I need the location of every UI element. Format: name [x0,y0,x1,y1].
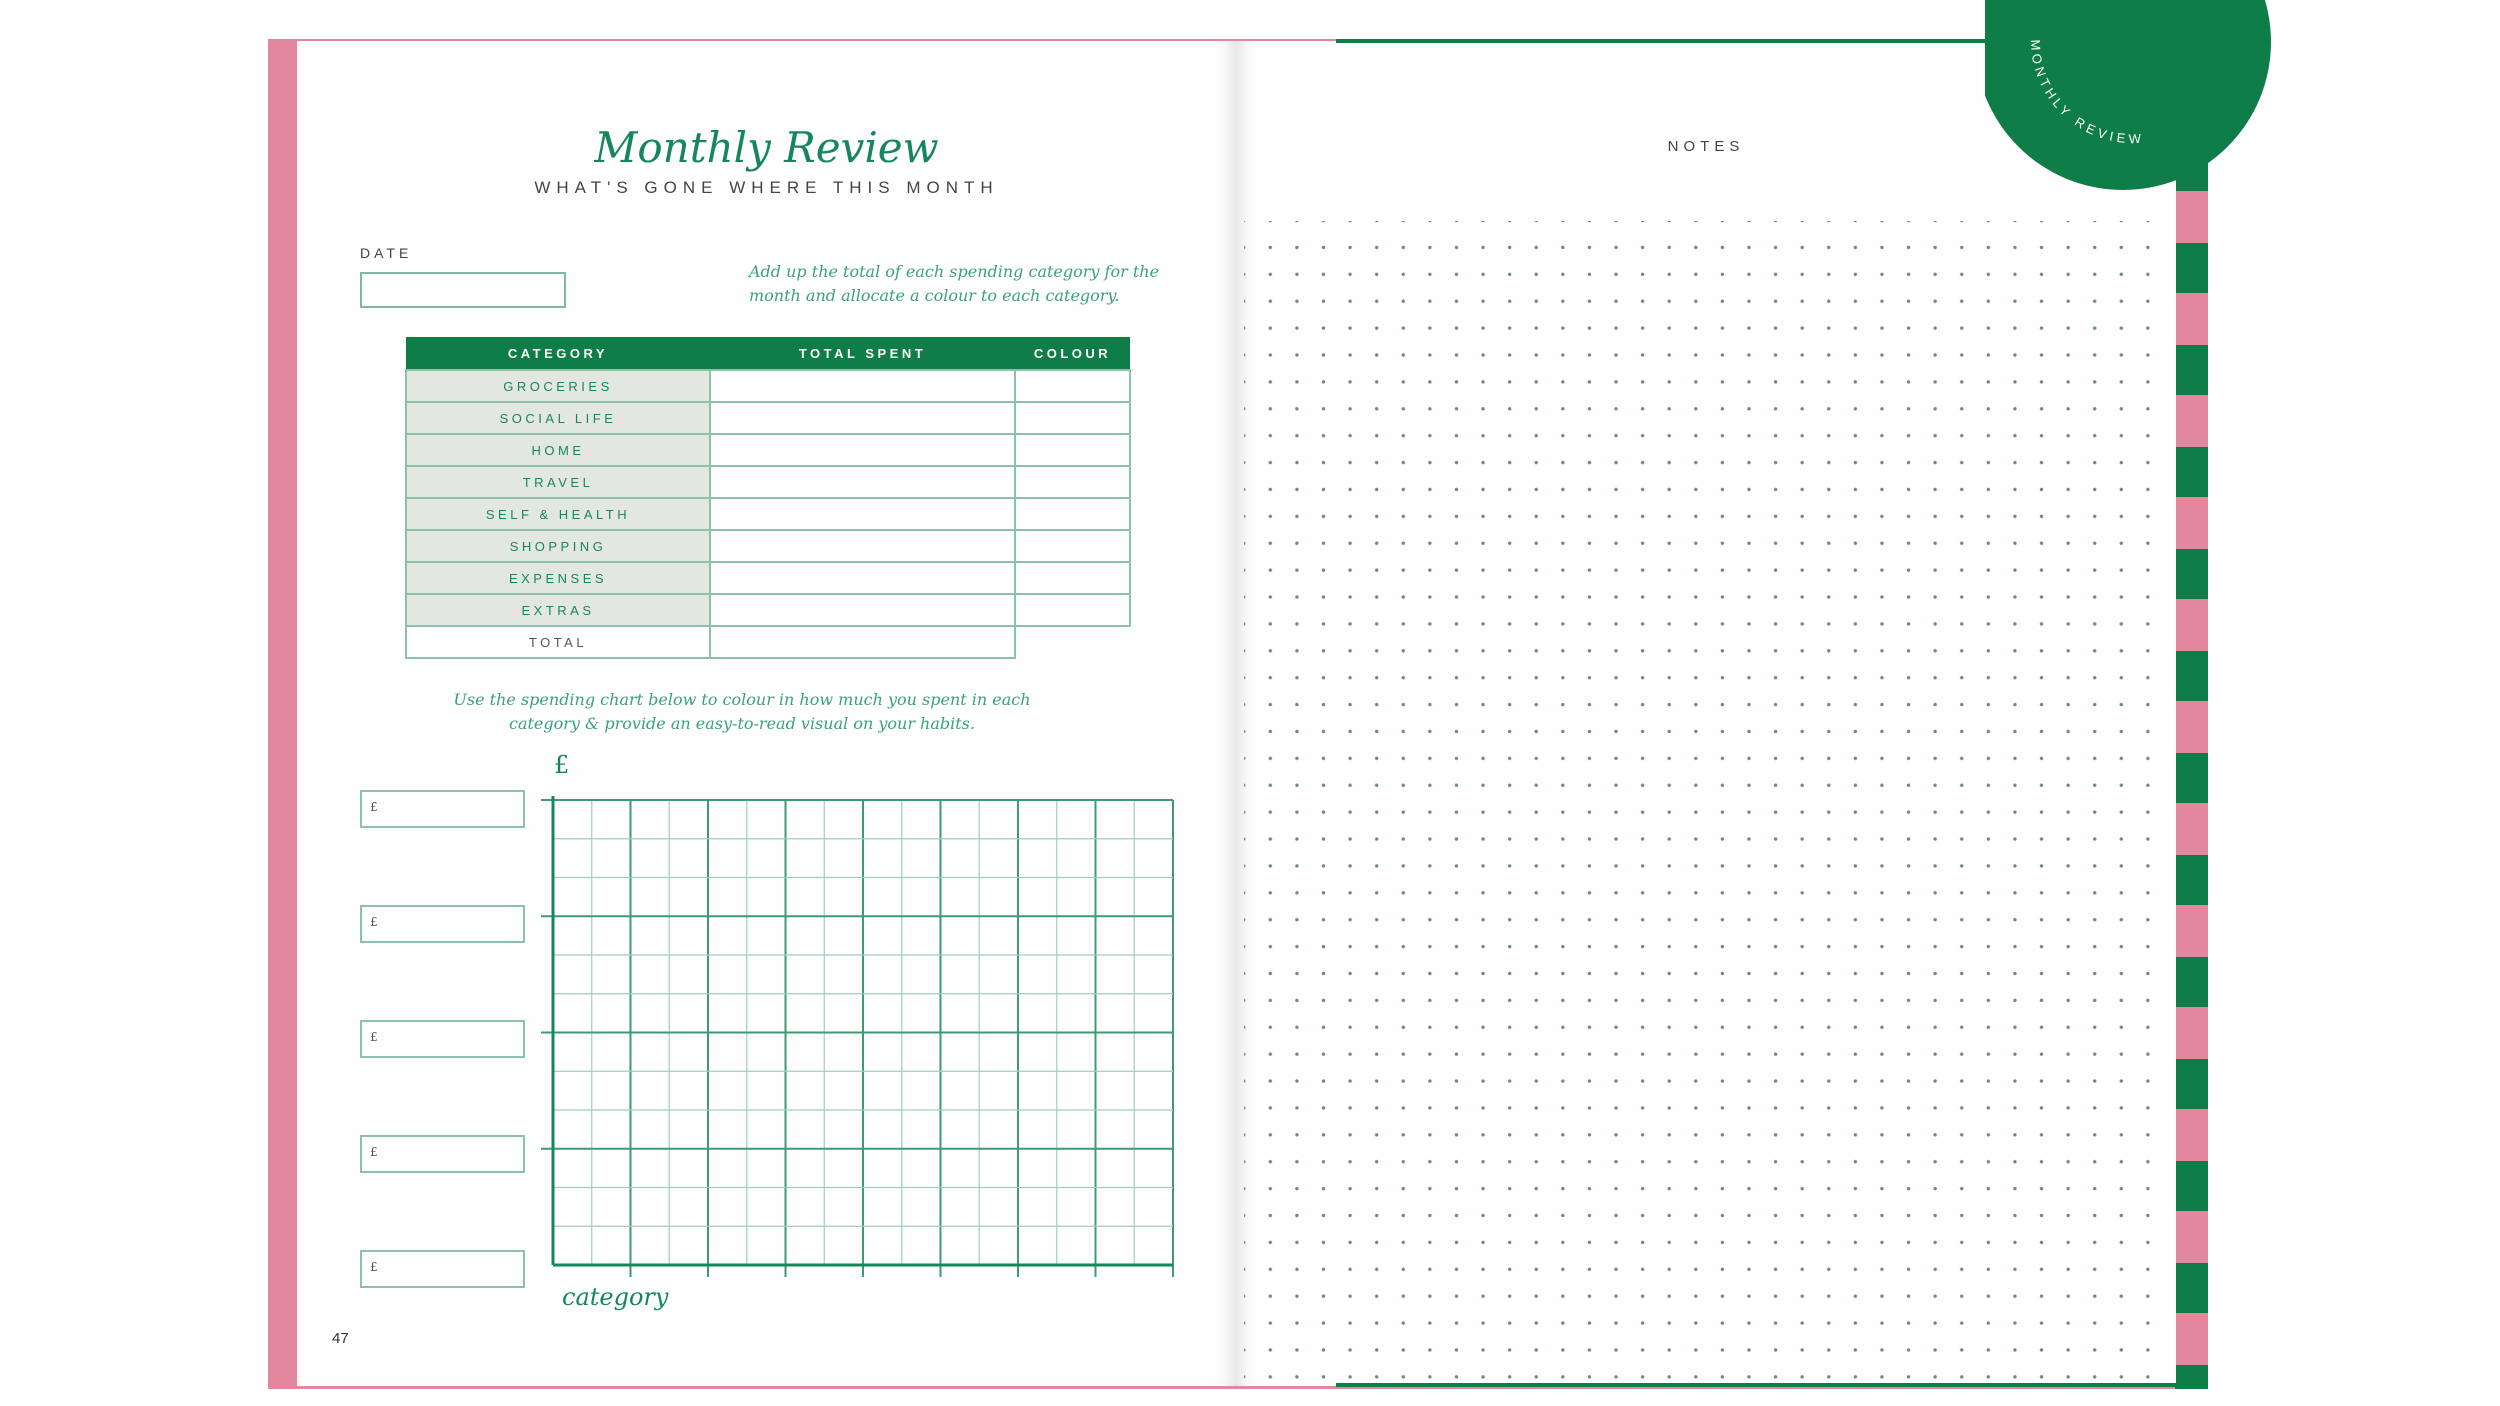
grid-lines [541,796,1173,1277]
table-row [406,562,1130,594]
bottom-edge-bar [1336,1383,2176,1387]
page-subtitle: WHAT'S GONE WHERE THIS MONTH [534,178,999,197]
total-spent-cell[interactable] [710,370,1015,402]
dot-grid[interactable] [1244,221,2172,1383]
table-row [406,498,1130,530]
table-row [406,466,1130,498]
category-cell: EXPENSES [406,562,710,594]
colour-cell[interactable] [1015,562,1130,594]
total-spent-cell[interactable] [710,594,1015,626]
colour-cell[interactable] [1015,530,1130,562]
empty-cell [1015,626,1130,658]
table-row [406,530,1130,562]
colour-cell[interactable] [1015,370,1130,402]
amount-box[interactable]: £ [360,790,525,828]
category-cell: EXTRAS [406,594,710,626]
y-axis-currency-label: £ [554,751,570,779]
header-colour: COLOUR [1015,337,1130,370]
category-cell: TRAVEL [406,466,710,498]
table-row [406,594,1130,626]
amount-box[interactable]: £ [360,1020,525,1058]
total-spent-cell[interactable] [710,530,1015,562]
x-axis-label: category [562,1283,669,1311]
date-label: DATE [360,245,413,261]
page-title: Monthly Review [594,123,939,172]
header-category: CATEGORY [406,337,710,370]
colour-cell[interactable] [1015,402,1130,434]
colour-cell[interactable] [1015,498,1130,530]
section-tab-graphic [1985,0,2285,200]
spending-table [405,337,1131,659]
grand-total-cell[interactable] [710,626,1015,658]
left-page [297,41,1236,1386]
table-instruction: Add up the total of each spending category for the month and allocate a colour to each category. [749,262,1160,305]
date-field[interactable] [360,272,566,308]
amount-box[interactable]: £ [360,1135,525,1173]
right-page [1236,41,2176,1386]
total-spent-cell[interactable] [710,466,1015,498]
total-spent-cell[interactable] [710,434,1015,466]
notes-label: NOTES [1667,138,1745,155]
category-cell: SOCIAL LIFE [406,402,710,434]
chart-instruction: Use the spending chart below to colour in how much you spent in each category & provide an easy-to-read visual on your habits. [453,690,1031,733]
total-spent-cell[interactable] [710,402,1015,434]
table-row [406,434,1130,466]
section-tab-label: MONTHLY REVIEW [2027,39,2146,147]
colour-cell[interactable] [1015,434,1130,466]
section-tab[interactable] [1985,0,2285,200]
total-spent-cell[interactable] [710,498,1015,530]
amount-box[interactable]: £ [360,1250,525,1288]
page-number: 47 [332,1330,349,1347]
table-row [406,370,1130,402]
category-cell: SELF & HEALTH [406,498,710,530]
amount-box[interactable]: £ [360,905,525,943]
total-label: TOTAL [406,626,710,658]
table-row [406,402,1130,434]
total-spent-cell[interactable] [710,562,1015,594]
category-cell: SHOPPING [406,530,710,562]
cover-stripes [2175,39,2208,1389]
colour-cell[interactable] [1015,466,1130,498]
total-row [406,626,1130,658]
category-cell: GROCERIES [406,370,710,402]
colour-cell[interactable] [1015,594,1130,626]
category-cell: HOME [406,434,710,466]
header-total-spent: TOTAL SPENT [710,337,1015,370]
tab-circle [1985,0,2271,190]
spending-chart-grid[interactable] [537,796,1197,1336]
